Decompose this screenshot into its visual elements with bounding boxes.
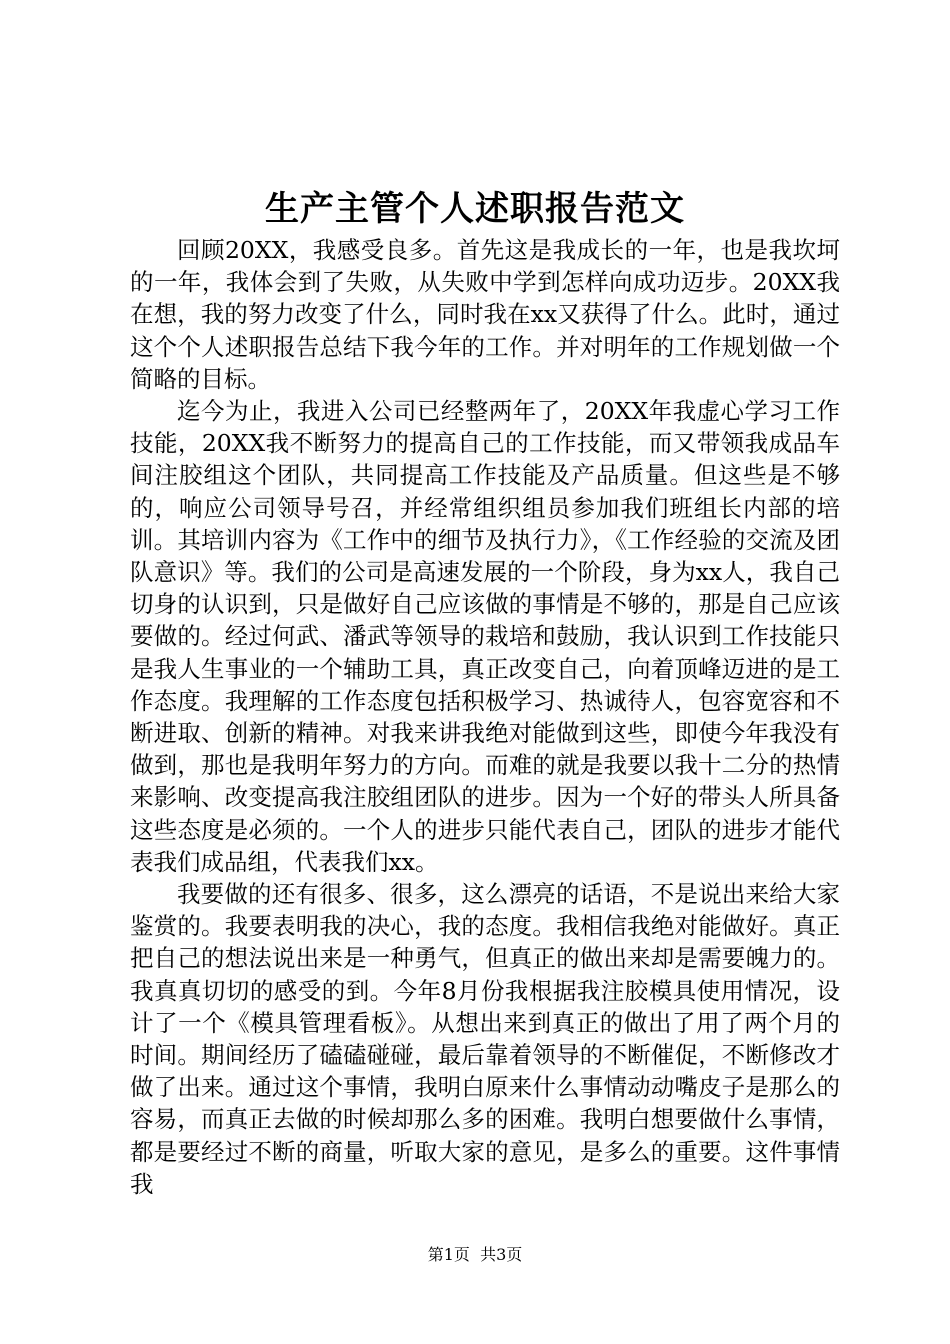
page-number: 第1页 [427, 1245, 470, 1264]
document-body [130, 234, 840, 1200]
paragraph-2: 迄今为止，我进入公司已经整两年了，20XX年我虚心学习工作技能，20XX我不断努力的提高自己的工作技能，而又带领我成品车间注胶组这个团队，共同提高工作技能及产品质量。但这些是不够的，响应公司领导号召，并经常组织组员参加我们班组长内部的培训。其培训内容为《工作中的细节及执行力》，《工作经验的交流及团队意识》等。我们的公司是高速发展的一个阶段，身为xx人，我自己切身的认识到，只是做好自己应该做的事情是不够的，那是自己应该要做的。经过何武、潘武等领导的栽培和鼓励，我认识到工作技能只是我人生事业的一个辅助工具，真正改变自己，向着顶峰迈进的是工作态度。我理解的工作态度包括积极学习、热诚待人，包容宽容和不断进取、创新的精神。对我来讲我绝对能做到这些，即使今年我没有做到，那也是我明年努力的方向。而难的就是我要以我十二分的热情来影响、改变提高我注胶组团队的进步。因为一个好的带头人所具备这些态度是必须的。一个人的进步只能代表自己，团队的进步才能代表我们成品组，代表我们xx。 [130, 397, 840, 876]
page-total: 共3页 [480, 1245, 523, 1264]
page-footer [0, 1243, 950, 1267]
document-title: 生产主管个人述职报告范文 [265, 189, 685, 229]
paragraph-3: 我要做的还有很多、很多，这么漂亮的话语，不是说出来给大家鉴赏的。我要表明我的决心，我的态度。我相信我绝对能做好。真正把自己的想法说出来是一种勇气，但真正的做出来却是需要魄力的。我真真切切的感受的到。今年8月份我根据我注胶模具使用情况，设计了一个《模具管理看板》。从想出来到真正的做出了用了两个月的时间。期间经历了磕磕碰碰，最后靠着领导的不断催促，不断修改才做了出来。通过这个事情，我明白原来什么事情动动嘴皮子是那么的容易，而真正去做的时候却那么多的困难。我明白想要做什么事情，都是要经过不断的商量，听取大家的意见，是多么的重要。这件事情我 [130, 880, 840, 1198]
paragraph-1: 回顾20XX，我感受良多。首先这是我成长的一年，也是我坎坷的一年，我体会到了失败，从失败中学到怎样向成功迈步。20XX我在想，我的努力改变了什么，同时我在xx又获得了什么。此时，通过这个个人述职报告总结下我今年的工作。并对明年的工作规划做一个简略的目标。 [130, 236, 840, 393]
